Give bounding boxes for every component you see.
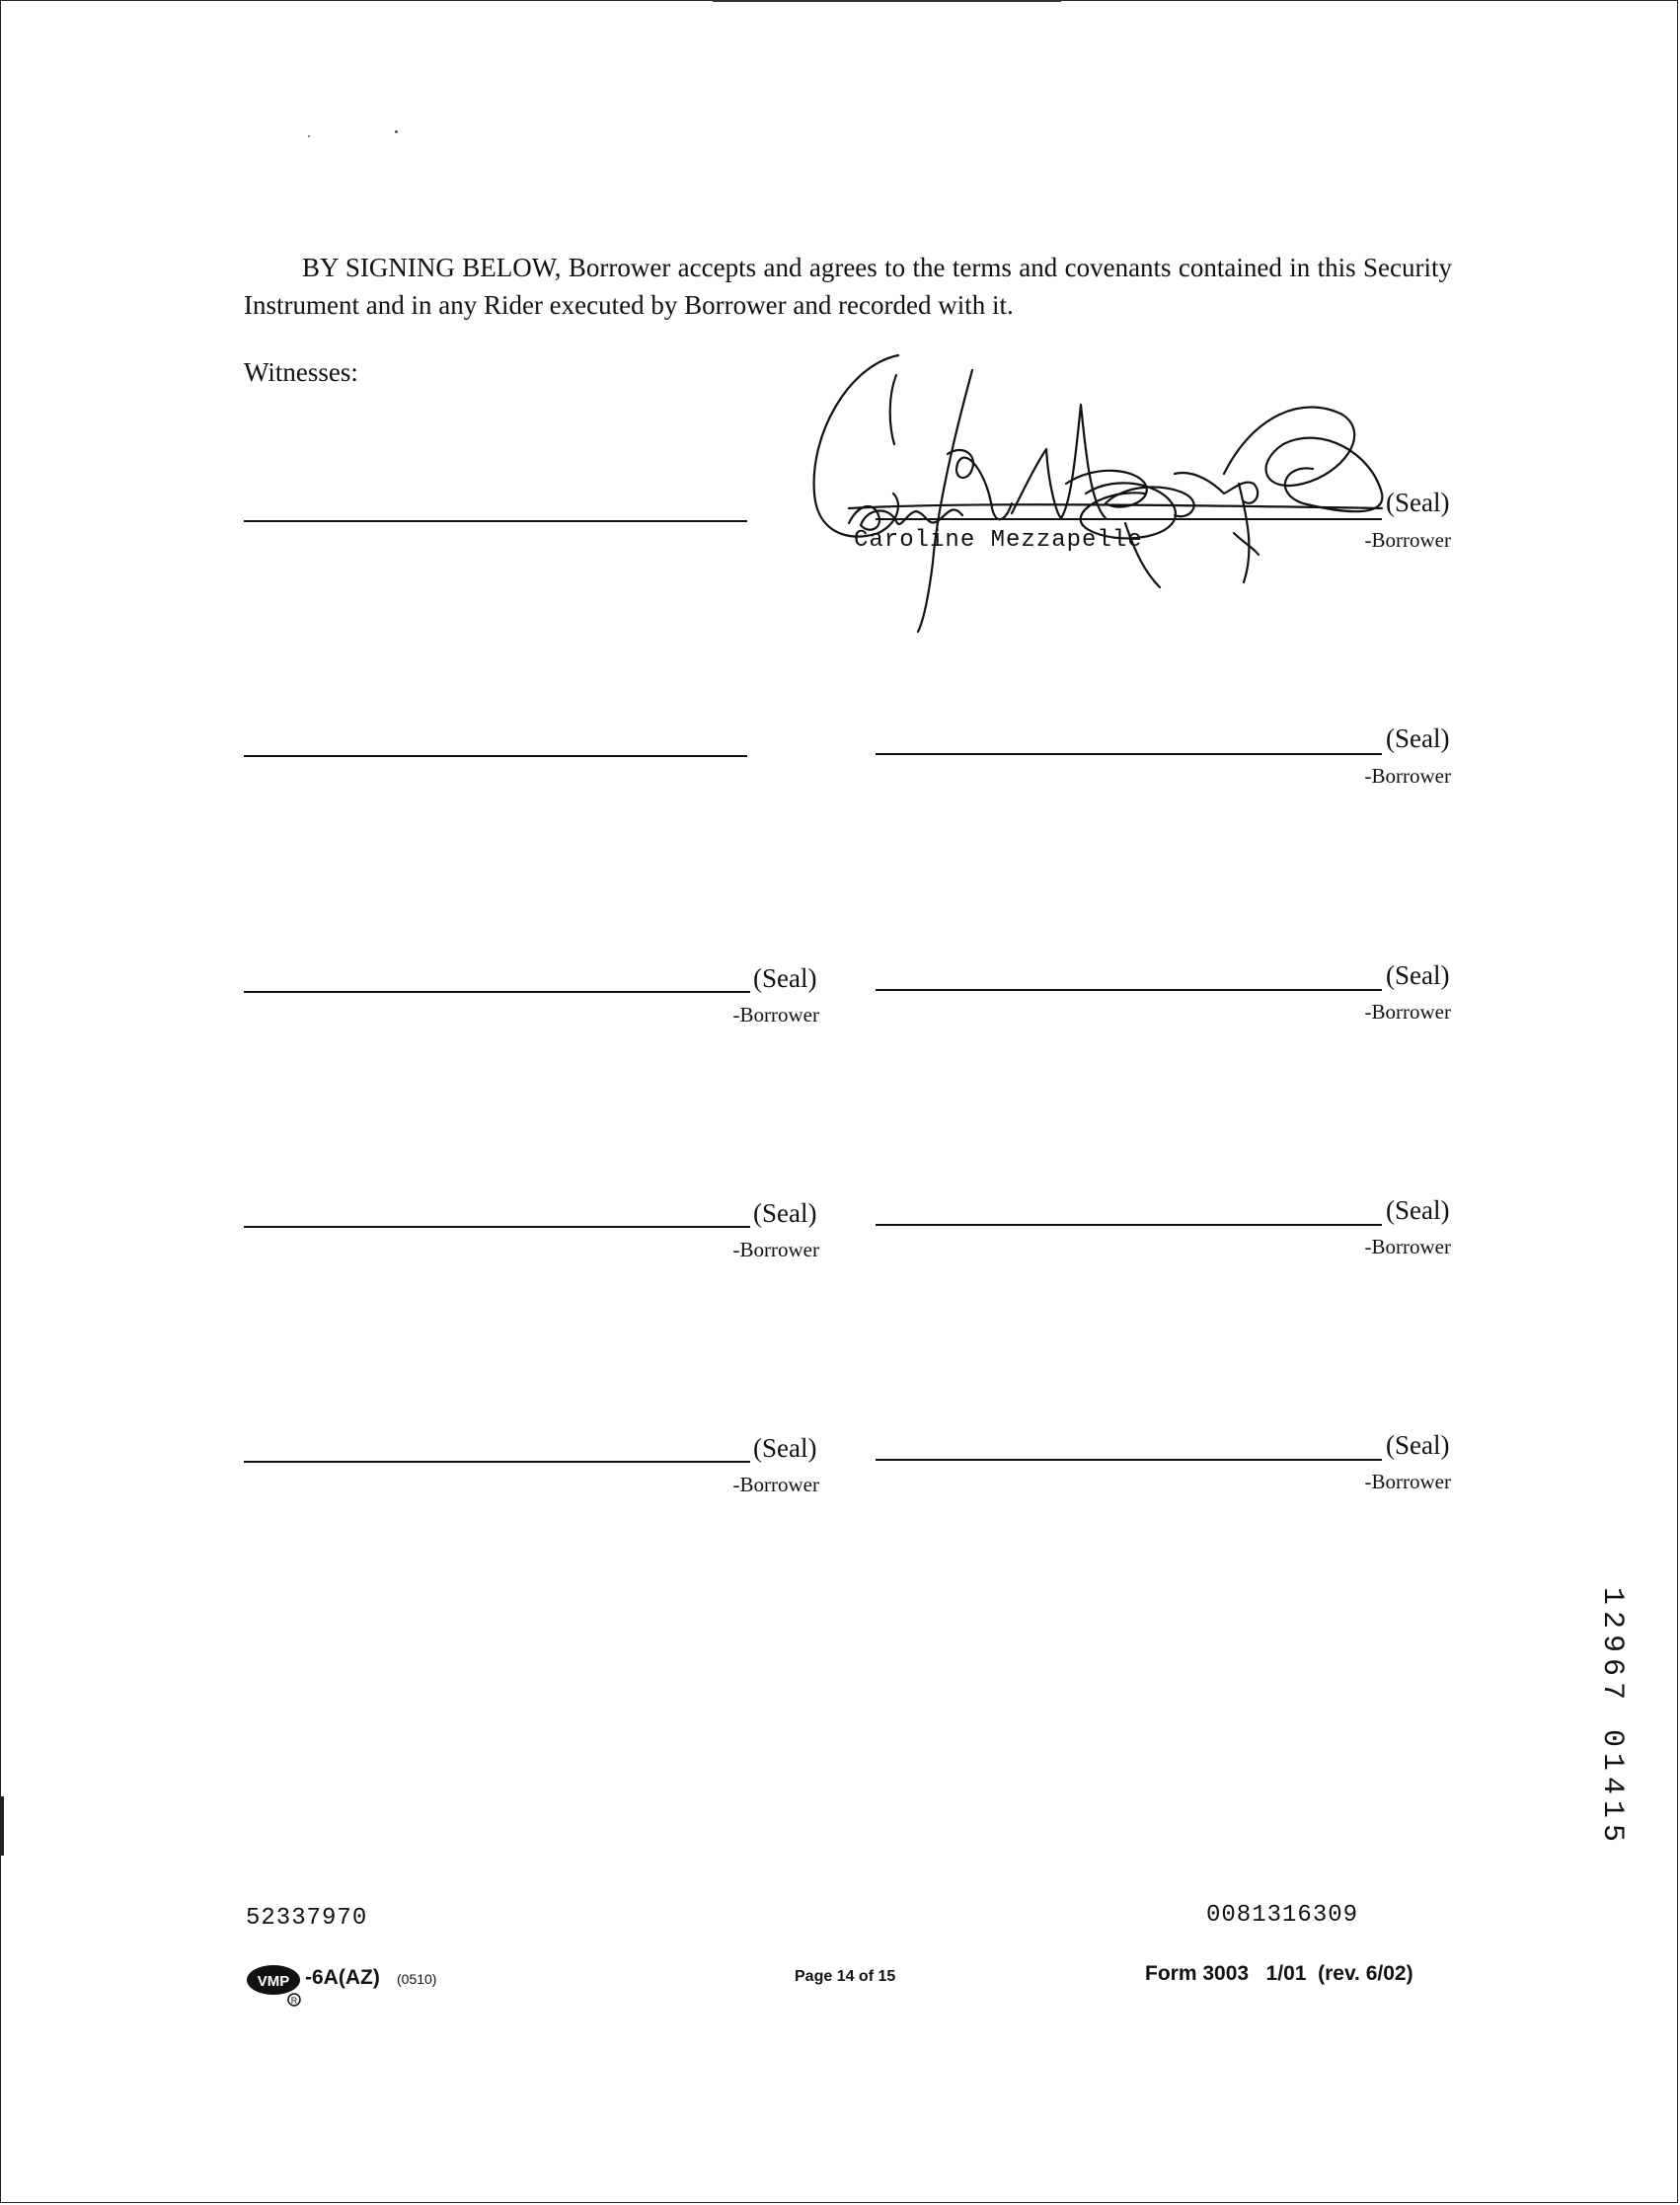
borrower-label: -Borrower <box>1364 528 1451 552</box>
form-date: (0510) <box>397 1971 437 1987</box>
signing-statement <box>244 249 1452 324</box>
scan-edge-mark <box>0 1796 4 1856</box>
witness-signature-line[interactable] <box>244 520 747 522</box>
signing-statement-lead: BY SIGNING BELOW, <box>302 253 562 282</box>
svg-text:R: R <box>290 1996 298 2006</box>
witnesses-label: Witnesses: <box>244 357 358 387</box>
form-number: Form 3003 1/01 (rev. 6/02) <box>1145 1962 1413 1985</box>
signer-name: Caroline Mezzapelle <box>854 527 1143 554</box>
signing-statement-body: Borrower accepts and agrees to the terms and covenants contained in this Security Instrument and in any Rider executed by Borrower and recorded with it. <box>244 253 1452 320</box>
svg-text:VMP: VMP <box>257 1973 290 1990</box>
page-number: Page 14 of 15 <box>795 1968 896 1985</box>
borrower-label: -Borrower <box>732 1238 819 1261</box>
borrower-label: -Borrower <box>1364 1235 1451 1258</box>
borrower-signature-line[interactable] <box>876 1459 1382 1461</box>
seal-label: (Seal) <box>1386 488 1450 517</box>
handwritten-signature <box>790 345 1402 642</box>
scan-speck <box>308 135 310 137</box>
scan-mark <box>713 0 1019 2</box>
left-reference-number: 52337970 <box>246 1905 368 1932</box>
borrower-label: -Borrower <box>1364 1470 1451 1493</box>
borrower-signature-line[interactable] <box>876 989 1382 991</box>
seal-label: (Seal) <box>1386 1195 1450 1225</box>
seal-label: (Seal) <box>753 1198 817 1228</box>
borrower-signature-line[interactable] <box>876 753 1382 755</box>
borrower-signature-line[interactable] <box>244 1226 750 1228</box>
borrower-signature-line[interactable] <box>876 1224 1382 1226</box>
seal-label: (Seal) <box>753 963 817 993</box>
seal-label: (Seal) <box>753 1433 817 1463</box>
borrower-label: -Borrower <box>732 1473 819 1496</box>
witness-signature-line[interactable] <box>244 755 747 757</box>
seal-label: (Seal) <box>1386 960 1450 990</box>
form-code: -6A(AZ) <box>305 1966 380 1989</box>
borrower-signature-line[interactable] <box>244 1461 750 1463</box>
side-stamp-number: 12967 01415 <box>1595 1586 1630 1849</box>
borrower-label: -Borrower <box>1364 1000 1451 1024</box>
scan-speck <box>395 130 398 133</box>
right-reference-number: 0081316309 <box>1206 1902 1359 1929</box>
borrower-signature-line[interactable] <box>244 991 750 993</box>
scan-mark <box>1017 0 1061 2</box>
borrower-label: -Borrower <box>732 1003 819 1026</box>
vmp-logo <box>246 1964 305 2008</box>
seal-label: (Seal) <box>1386 1430 1450 1460</box>
seal-label: (Seal) <box>1386 723 1450 753</box>
borrower-label: -Borrower <box>1364 764 1451 788</box>
